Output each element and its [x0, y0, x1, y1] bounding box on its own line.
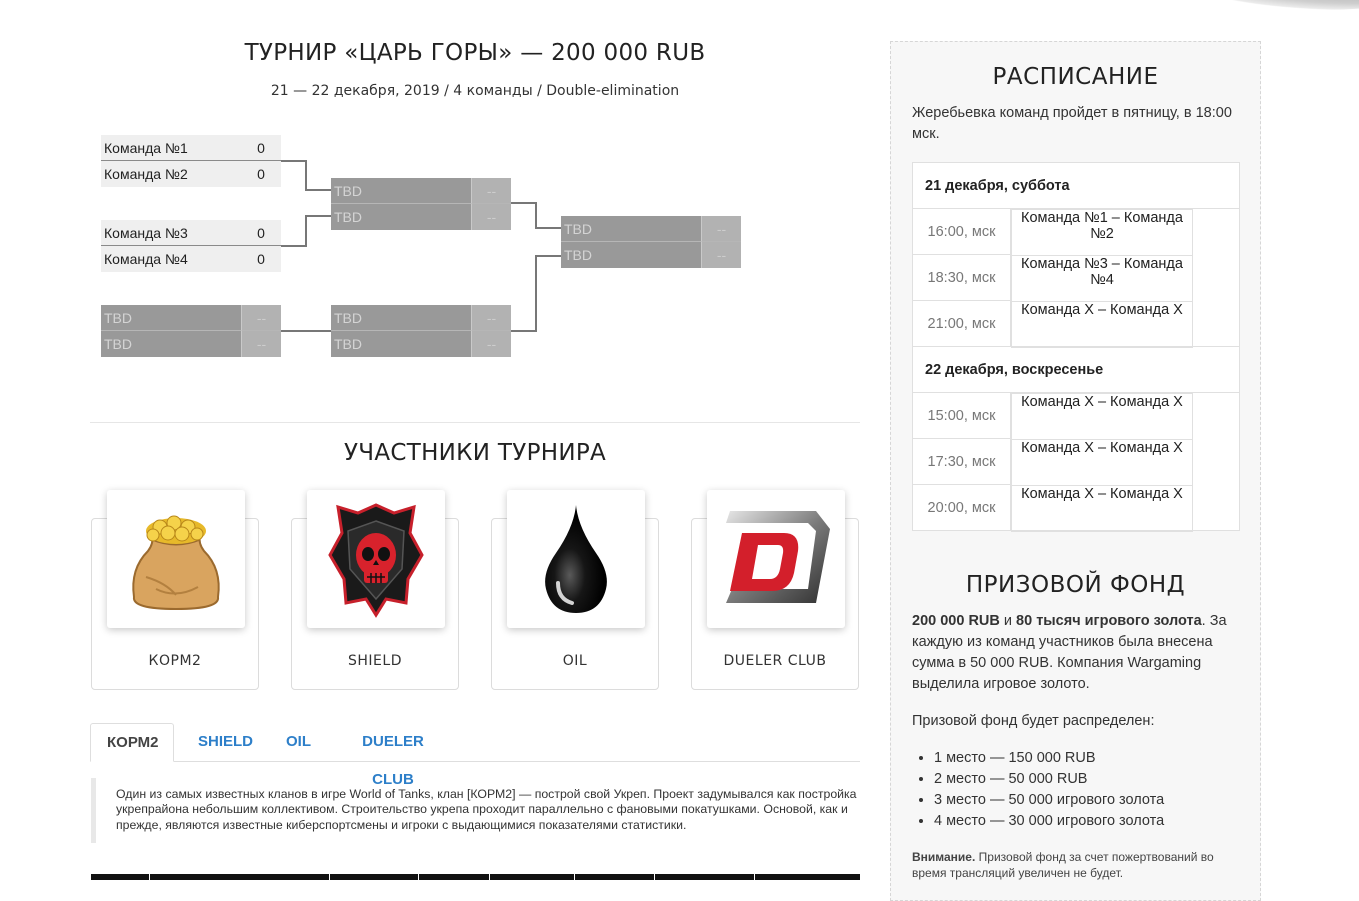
- team-name-label: OIL: [562, 653, 588, 669]
- bracket-match-r1m2[interactable]: [101, 220, 281, 272]
- prize-place: • 4 место — 30 000 игрового золота: [934, 811, 1164, 832]
- team-card-dueler-club[interactable]: [691, 518, 859, 690]
- team-score: --: [471, 204, 511, 230]
- team-name: TBD: [331, 204, 471, 230]
- team-name: TBD: [331, 331, 471, 357]
- schedule-row: [913, 439, 1240, 485]
- team-card-oil[interactable]: [491, 518, 659, 690]
- match-teams: Команда X – Команда X: [1011, 439, 1193, 486]
- team-name: Команда №4: [101, 246, 241, 272]
- match-time: 17:30, мск: [913, 439, 1011, 485]
- prize-title: ПРИЗОВОЙ ФОНД: [965, 572, 1186, 598]
- participants-title: УЧАСТНИКИ ТУРНИРА: [343, 440, 607, 466]
- prize-amount: 200 000 RUB: [912, 613, 1000, 629]
- tournament-bracket: [0, 0, 860, 420]
- bracket-match-r2m1[interactable]: [331, 178, 511, 230]
- team-score: --: [701, 216, 741, 242]
- schedule-day: 21 декабря, суббота: [913, 163, 1240, 209]
- schedule-day-row: [913, 347, 1240, 393]
- bracket-match-lower1[interactable]: [101, 305, 281, 357]
- skull-shield-icon: [307, 490, 445, 628]
- bracket-match-r1m1[interactable]: [101, 135, 281, 187]
- prize-and: и: [999, 613, 1017, 629]
- team-card-korm2[interactable]: [91, 518, 259, 690]
- prize-distribution-intro: Призовой фонд будет распределен:: [912, 713, 1155, 729]
- schedule-day: 22 декабря, воскресенье: [913, 347, 1240, 393]
- prize-rest: . За каждую из команд участников была внесена сумма в 50 000 RUB. Компания Wargaming выделила игровое золото.: [912, 613, 1227, 692]
- schedule-table: [912, 162, 1240, 531]
- team-tabs: [90, 723, 860, 788]
- note-label: Внимание.: [912, 850, 976, 864]
- match-time: 15:00, мск: [913, 393, 1011, 439]
- prize-place: • 2 место — 50 000 RUB: [934, 769, 1164, 790]
- tournament-subtitle: 21 — 22 декабря, 2019 / 4 команды / Double-elimination: [270, 83, 680, 99]
- team-score: --: [471, 178, 511, 204]
- team-card-shield[interactable]: [291, 518, 459, 690]
- bracket-match-lower2[interactable]: [331, 305, 511, 357]
- prize-place: • 1 место — 150 000 RUB: [934, 748, 1164, 769]
- prize-note: [912, 849, 1242, 881]
- team-name: TBD: [331, 178, 471, 204]
- team-description: Один из самых известных кланов в игре World of Tanks, клан [КОРМ2] — построй свой Укреп. Проект задумывался как постройка укрепрайона небольшим коллективом. Строительство укрепа проходит параллельно с фановыми покатушками. Основой, как и прежде, являются известные киберспортсмены и игроки с выдающимися показателями статистики.: [91, 778, 884, 843]
- team-name-label: КОРМ2: [148, 653, 202, 669]
- schedule-row: [913, 301, 1240, 347]
- dueler-logo-icon: [707, 490, 845, 628]
- team-score: 0: [241, 246, 281, 272]
- team-score: 0: [241, 220, 281, 245]
- match-teams: Команда X – Команда X: [1011, 393, 1193, 440]
- match-time: 20:00, мск: [913, 485, 1011, 531]
- sidebar: [890, 41, 1261, 901]
- match-time: 16:00, мск: [913, 209, 1011, 255]
- schedule-row: [913, 255, 1240, 301]
- schedule-day-row: [913, 163, 1240, 209]
- team-score: 0: [241, 161, 281, 187]
- match-time: 21:00, мск: [913, 301, 1011, 347]
- team-score: --: [241, 305, 281, 331]
- team-score: --: [471, 331, 511, 357]
- section-divider: [90, 422, 860, 423]
- oil-drop-icon: [507, 490, 645, 628]
- tab-shield[interactable]: SHIELD: [198, 733, 254, 750]
- note-text: Призовой фонд за счет пожертвований во время трансляций увеличен не будет.: [912, 850, 1214, 880]
- team-name: Команда №1: [101, 135, 241, 160]
- team-name: Команда №3: [101, 220, 241, 245]
- corner-decoration: [1195, 0, 1359, 10]
- tab-dueler-club[interactable]: DUELER CLUB: [362, 733, 424, 788]
- match-teams: Команда X – Команда X: [1011, 301, 1193, 348]
- match-teams: Команда X – Команда X: [1011, 485, 1193, 532]
- bracket-match-final[interactable]: [561, 216, 741, 268]
- team-name: TBD: [101, 305, 241, 331]
- match-teams: Команда №3 – Команда №4: [1011, 255, 1193, 302]
- team-score: --: [241, 331, 281, 357]
- stats-table-header: [91, 874, 860, 880]
- team-name: TBD: [561, 216, 701, 242]
- match-time: 18:30, мск: [913, 255, 1011, 301]
- prize-description: [912, 611, 1242, 695]
- match-teams: Команда №1 – Команда №2: [1011, 209, 1193, 256]
- team-name-label: DUELER CLUB: [723, 653, 827, 669]
- team-score: 0: [241, 135, 281, 160]
- schedule-row: [913, 485, 1240, 531]
- gold-sack-icon: [107, 490, 245, 628]
- prize-place: • 3 место — 50 000 игрового золота: [934, 790, 1164, 811]
- schedule-row: [913, 393, 1240, 439]
- team-name: TBD: [101, 331, 241, 357]
- tab-korm2[interactable]: КОРМ2: [90, 723, 174, 762]
- prize-places-list: [912, 748, 1164, 832]
- tab-oil[interactable]: OIL: [286, 733, 311, 750]
- schedule-title: РАСПИСАНИЕ: [992, 64, 1159, 90]
- prize-gold: 80 тысяч игрового золота: [1016, 613, 1202, 629]
- team-name: TBD: [561, 242, 701, 268]
- team-name-label: SHIELD: [348, 653, 402, 669]
- team-score: --: [471, 305, 511, 331]
- team-score: --: [701, 242, 741, 268]
- schedule-row: [913, 209, 1240, 255]
- team-name: Команда №2: [101, 161, 241, 187]
- team-name: TBD: [331, 305, 471, 331]
- schedule-intro: Жеребьевка команд пройдет в пятницу, в 18:00 мск.: [912, 105, 1232, 142]
- tournament-title: ТУРНИР «ЦАРЬ ГОРЫ» — 200 000 RUB: [244, 40, 706, 66]
